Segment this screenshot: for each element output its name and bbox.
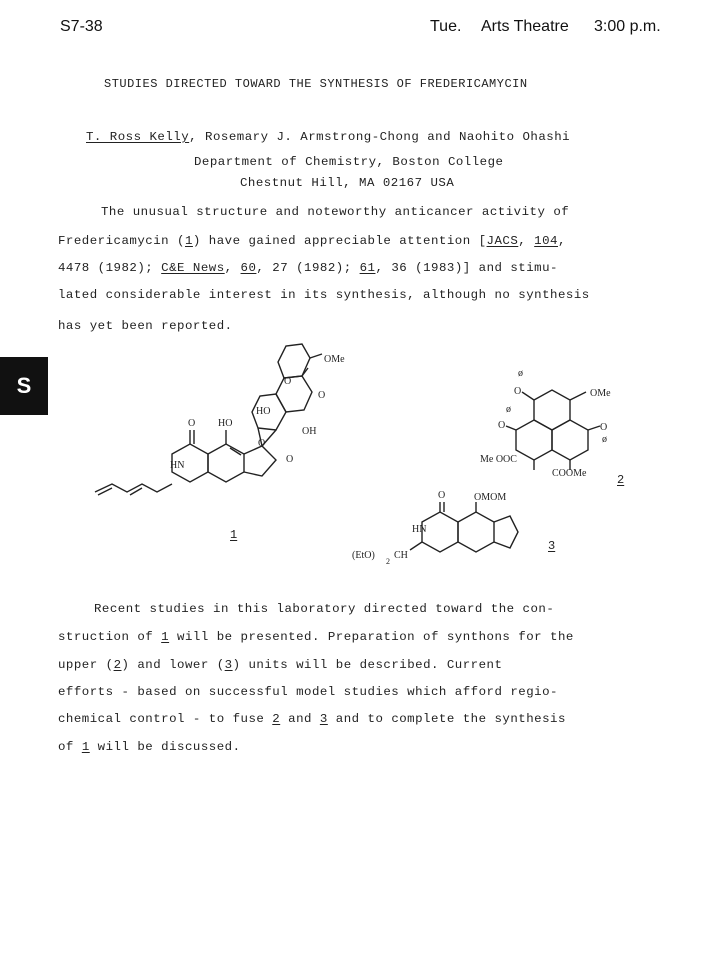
department: Department of Chemistry, Boston College [194,155,504,169]
structure-1-fredericamycin [90,350,370,510]
session-time: 3:00 p.m. [594,18,661,35]
session-day: Tue. [430,18,462,35]
s2-phi-2: ø [506,404,511,415]
structure-3 [350,490,550,570]
s2-coome: COOMe [552,468,587,479]
s1-o-k1: O [258,438,266,449]
s2-phi-3: ø [602,434,607,445]
para2-line1: Recent studies in this laboratory directed toward the con- [94,602,555,616]
s2-meooc: Me OOC [480,454,517,465]
para1-line4: lated considerable interest in its synthesis, although no synthesis [58,288,590,302]
structure-1-number: 1 [230,528,238,542]
s2-o1: O [514,386,522,397]
structure-3-number: 3 [548,539,556,553]
para1-line2: Fredericamycin (1) have gained appreciable attention [JACS, 104, [58,234,566,248]
s1-ome: OMe [324,354,345,365]
para1-line5: has yet been reported. [58,319,233,333]
s2-phi-1: ø [518,368,523,379]
para2-line4: efforts - based on successful model studies which afford regio- [58,685,558,699]
para1-line1: The unusual structure and noteworthy anticancer activity of [101,205,570,219]
s1-o-top: O [284,376,292,387]
s1-ho-low: HO [218,418,233,429]
s1-o-lactam: O [188,418,196,429]
s3-ch: CH [394,550,408,561]
s3-hn: HN [412,524,427,535]
s3-o: O [438,490,446,501]
s3-omom: OMOM [474,492,507,503]
s1-ho-mid: HO [256,406,271,417]
s2-o2: O [498,420,506,431]
s2-o3: O [600,422,608,433]
structure-2 [478,370,648,490]
s1-hn: HN [170,460,185,471]
para2-line3: upper (2) and lower (3) units will be described. Current [58,658,503,672]
para2-line5: chemical control - to fuse 2 and 3 and to complete the synthesis [58,712,566,726]
s3-eto: (EtO) [352,550,375,561]
s3-sub2: 2 [386,557,390,566]
s1-oh-right: OH [302,426,317,437]
structure-2-number: 2 [617,473,625,487]
co-authors: , Rosemary J. Armstrong-Chong and Naohito Ohashi [189,130,571,144]
presenting-author: T. Ross Kelly [86,130,190,144]
para2-line2: struction of 1 will be presented. Preparation of synthons for the [58,630,574,644]
s1-o-k2: O [286,454,294,465]
para1-line3: 4478 (1982); C&E News, 60, 27 (1982); 61, 36 (1983)] and stimu- [58,261,558,275]
s1-o-right: O [318,390,326,401]
section-tab [0,357,48,415]
session-code: S7-38 [60,18,103,35]
section-tab-letter: S [16,373,32,398]
para2-line6: of 1 will be discussed. [58,740,241,754]
session-venue: Arts Theatre [481,18,569,35]
authors-line [86,130,570,144]
s2-ome: OMe [590,388,611,399]
paper-title: STUDIES DIRECTED TOWARD THE SYNTHESIS OF FREDERICAMYCIN [104,77,528,91]
address: Chestnut Hill, MA 02167 USA [240,176,455,190]
